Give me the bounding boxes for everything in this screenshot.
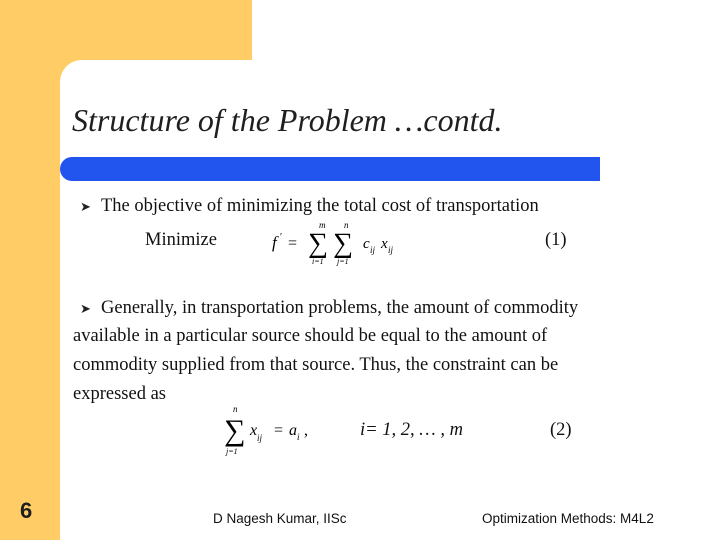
eq1-lhs: f — [272, 233, 277, 252]
eq1-equals: = — [288, 235, 298, 252]
equation-1-number: (1) — [545, 230, 567, 250]
eq2-equals: = — [274, 422, 284, 439]
bullet-2-line-2: available in a particular source should be equal to the amount of — [73, 326, 548, 346]
arrow-bullet-icon: ➤ — [80, 302, 91, 317]
eq1-inner-lower: j=1 — [337, 257, 349, 266]
eq2-x: x — [250, 422, 258, 439]
eq1-outer-lower: i=1 — [312, 257, 324, 266]
eq1-prime: ′ — [280, 232, 283, 243]
constraint-equation — [222, 402, 342, 458]
equation-2-range: i= 1, 2, … , m — [360, 420, 463, 440]
bullet-2-line-4: expressed as — [73, 384, 166, 404]
footer-author: D Nagesh Kumar, IISc — [213, 511, 347, 526]
title-underline-bar — [60, 157, 600, 181]
bullet-2-line-1: Generally, in transportation problems, the amount of commodity — [101, 298, 579, 318]
eq1-outer-sigma: ∑ — [308, 228, 328, 259]
arrow-bullet-icon: ➤ — [80, 200, 91, 215]
eq2-sigma-lower: j=1 — [226, 447, 238, 456]
eq1-c: c — [363, 236, 370, 252]
footer-course: Optimization Methods: M4L2 — [482, 511, 654, 526]
slide-title: Structure of the Problem …contd. — [72, 102, 503, 138]
eq2-a-sub: i — [297, 432, 300, 442]
objective-equation — [260, 218, 410, 266]
bullet-2-line-3: commodity supplied from that source. Thus, the constraint can be — [73, 355, 559, 375]
eq2-sigma-upper: n — [233, 404, 238, 414]
eq1-x-sub: ij — [388, 245, 394, 255]
minimize-label: Minimize — [145, 230, 217, 250]
eq1-inner-upper: n — [344, 220, 349, 230]
eq1-inner-sigma: ∑ — [333, 228, 353, 259]
eq1-c-sub: ij — [370, 245, 376, 255]
eq1-x: x — [381, 236, 388, 252]
page-number: 6 — [20, 498, 33, 523]
eq2-a: a — [289, 422, 297, 439]
eq2-sigma: ∑ — [224, 414, 246, 447]
eq2-x-sub: ij — [257, 433, 263, 443]
equation-2-number: (2) — [550, 420, 572, 440]
eq1-outer-upper: m — [319, 220, 326, 230]
bullet-1-text: The objective of minimizing the total cost of transportation — [101, 196, 539, 216]
eq2-comma: , — [304, 422, 308, 439]
